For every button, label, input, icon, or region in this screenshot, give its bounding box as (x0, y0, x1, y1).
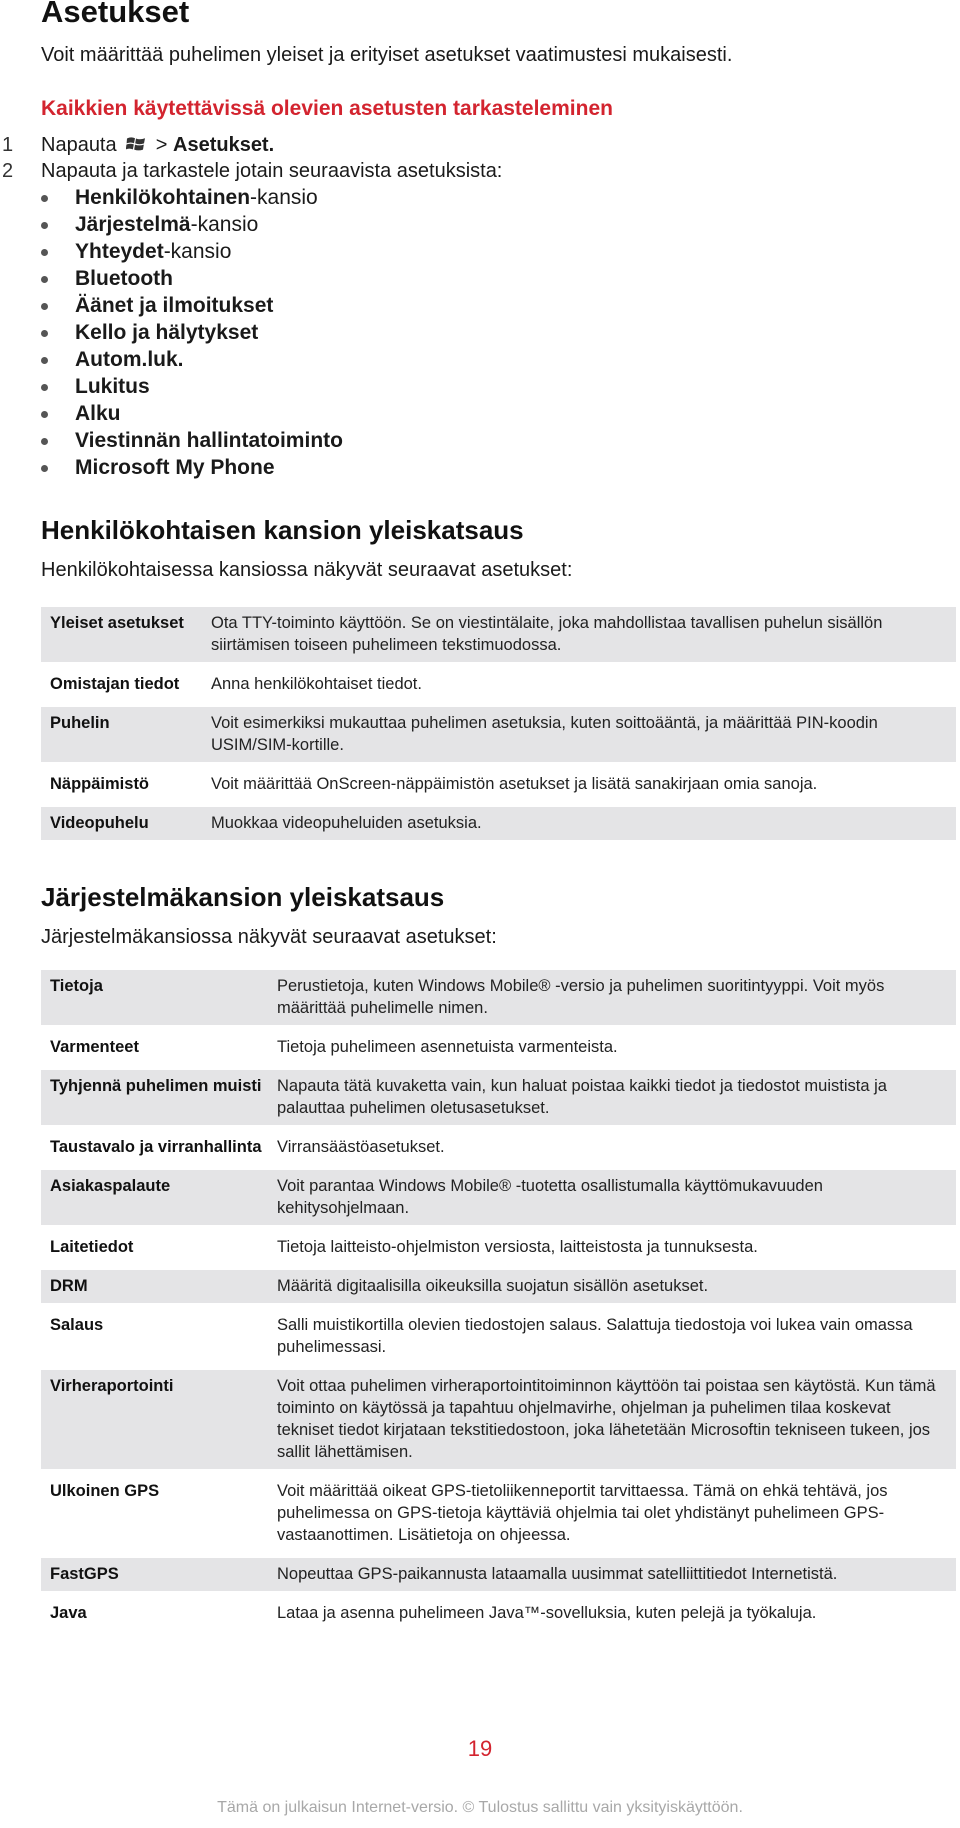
setting-name: DRM (41, 1270, 272, 1303)
setting-description: Nopeuttaa GPS-paikannusta lataamalla uusimmat satelliittitiedot Internetistä. (272, 1558, 956, 1591)
list-item: Kello ja hälytykset (41, 319, 343, 346)
table-row (41, 1597, 956, 1630)
table-row (41, 1309, 956, 1364)
table-row (41, 1070, 956, 1125)
procedure-heading: Kaikkien käytettävissä olevien asetusten tarkasteleminen (41, 97, 613, 120)
list-item: Viestinnän hallintatoiminto (41, 427, 343, 454)
table-row (41, 607, 956, 662)
page-number: 19 (467, 1736, 493, 1761)
list-item: Autom.luk. (41, 346, 343, 373)
bullet-icon (41, 249, 48, 256)
bullet-icon (41, 330, 48, 337)
list-item: Äänet ja ilmoitukset (41, 292, 343, 319)
list-item: Yhteydet-kansio (41, 238, 343, 265)
setting-description: Lataa ja asenna puhelimeen Java™-sovelluksia, kuten pelejä ja työkaluja. (277, 1604, 817, 1622)
list-item: Henkilökohtainen-kansio (41, 184, 343, 211)
bullet-icon (41, 438, 48, 445)
setting-description: Salli muistikortilla olevien tiedostojen salaus. Salattuja tiedostoja voi lukea vain omassa puhelimessasi. (277, 1316, 913, 1356)
setting-name: Tyhjennä puhelimen muisti (41, 1070, 272, 1125)
setting-description: Voit esimerkiksi mukauttaa puhelimen asetuksia, kuten soittoääntä, ja määrittää PIN-koodin USIM/SIM-kortille. (206, 707, 956, 762)
step-target: Asetukset. (173, 134, 275, 156)
list-item: Lukitus (41, 373, 343, 400)
step-number: 2 (2, 160, 14, 182)
table-row (41, 668, 956, 701)
setting-name: Java (50, 1604, 87, 1622)
bullet-icon (41, 222, 48, 229)
table-row (41, 1558, 956, 1591)
setting-description: Perustietoja, kuten Windows Mobile® -versio ja puhelimen suoritintyyppi. Voit myös määrittää puhelimelle nimen. (272, 970, 956, 1025)
setting-description: Voit ottaa puhelimen virheraportointitoiminnon käyttöön tai poistaa sen käytöstä. Kun tämä toiminto on käytössä ja tapahtuu ohjelmavirhe, ohjelman ja puhelimen tilaa koskevat tekniset tiedot kirjataan tekstitiedostoon, joka lähetetään Microsoftin tekniseen tukeen, jos sallit lähettämisen. (272, 1370, 956, 1469)
setting-description: Voit määrittää OnScreen-näppäimistön asetukset ja lisätä sanakirjaan omia sanoja. (211, 775, 818, 793)
setting-name: Näppäimistö (50, 775, 150, 793)
setting-description: Tietoja laitteisto-ohjelmiston versiosta, laitteistosta ja tunnuksesta. (277, 1238, 758, 1256)
setting-description: Määritä digitaalisilla oikeuksilla suojatun sisällön asetukset. (272, 1270, 956, 1303)
table-row (41, 1170, 956, 1225)
table-row (41, 1475, 956, 1552)
settings-list (41, 184, 343, 481)
bullet-icon (41, 384, 48, 391)
step-text: Napauta (41, 134, 117, 156)
setting-name: Tietoja (41, 970, 272, 1025)
list-item: Bluetooth (41, 265, 343, 292)
setting-name: Varmenteet (50, 1038, 139, 1056)
bullet-icon (41, 195, 48, 202)
table-row (41, 1231, 956, 1264)
setting-name: FastGPS (41, 1558, 272, 1591)
step-number: 1 (2, 134, 14, 156)
list-item: Alku (41, 400, 343, 427)
page-title: Asetukset (41, 0, 190, 29)
setting-name: Taustavalo ja virranhallinta (50, 1138, 262, 1156)
table-row (41, 970, 956, 1025)
personal-heading: Henkilökohtaisen kansion yleiskatsaus (41, 515, 524, 545)
bullet-icon (41, 303, 48, 310)
setting-name: Laitetiedot (50, 1238, 134, 1256)
table-row (41, 1031, 956, 1064)
step-separator: > (155, 134, 168, 156)
setting-description: Ota TTY-toiminto käyttöön. Se on viestintälaite, joka mahdollistaa tavallisen puhelun sisällön siirtämisen toiseen puhelimeen tekstimuodossa. (206, 607, 956, 662)
setting-name: Yleiset asetukset (41, 607, 206, 662)
setting-description: Voit parantaa Windows Mobile® -tuotetta osallistumalla käyttömukavuuden kehitysohjelmaan. (272, 1170, 956, 1225)
step-text: Napauta ja tarkastele jotain seuraavista asetuksista: (41, 160, 503, 182)
setting-description: Anna henkilökohtaiset tiedot. (211, 675, 422, 693)
setting-name: Asiakaspalaute (41, 1170, 272, 1225)
setting-name: Videopuhelu (41, 807, 206, 840)
system-intro: Järjestelmäkansiossa näkyvät seuraavat asetukset: (41, 926, 497, 948)
setting-description: Tietoja puhelimeen asennetuista varmenteista. (277, 1038, 618, 1056)
list-item: Järjestelmä-kansio (41, 211, 343, 238)
table-row (41, 707, 956, 762)
bullet-icon (41, 465, 48, 472)
setting-name: Omistajan tiedot (50, 675, 180, 693)
table-row (41, 807, 956, 840)
setting-name: Virheraportointi (41, 1370, 272, 1469)
table-row (41, 1370, 956, 1469)
list-item: Microsoft My Phone (41, 454, 343, 481)
setting-name: Ulkoinen GPS (50, 1482, 160, 1500)
table-row (41, 768, 956, 801)
system-heading: Järjestelmäkansion yleiskatsaus (41, 882, 445, 912)
bullet-icon (41, 276, 48, 283)
table-row (41, 1270, 956, 1303)
setting-description: Virransäästöasetukset. (277, 1138, 445, 1156)
table-row (41, 1131, 956, 1164)
bullet-icon (41, 411, 48, 418)
setting-name: Puhelin (41, 707, 206, 762)
setting-description: Muokkaa videopuheluiden asetuksia. (206, 807, 956, 840)
setting-description: Voit määrittää oikeat GPS-tietoliikenneportit tarvittaessa. Tämä on ehkä tehtävä, jos puhelimessa on GPS-tietoja käyttäviä ohjelmia tai olet yhdistänyt puhelimeen GPS-vastaanottimen. Lisätietoja on ohjeessa. (277, 1482, 888, 1544)
setting-description: Napauta tätä kuvaketta vain, kun haluat poistaa kaikki tiedot ja tiedostot muistista ja palauttaa puhelimen oletusasetukset. (272, 1070, 956, 1125)
personal-intro: Henkilökohtaisessa kansiossa näkyvät seuraavat asetukset: (41, 559, 573, 581)
system-settings-table (41, 964, 956, 1636)
footer-notice: Tämä on julkaisun Internet-versio. © Tulostus sallittu vain yksityiskäyttöön. (217, 1799, 743, 1816)
setting-name: Salaus (50, 1316, 104, 1334)
intro-text: Voit määrittää puhelimen yleiset ja erityiset asetukset vaatimustesi mukaisesti. (41, 44, 733, 66)
bullet-icon (41, 357, 48, 364)
personal-settings-table (41, 601, 956, 846)
